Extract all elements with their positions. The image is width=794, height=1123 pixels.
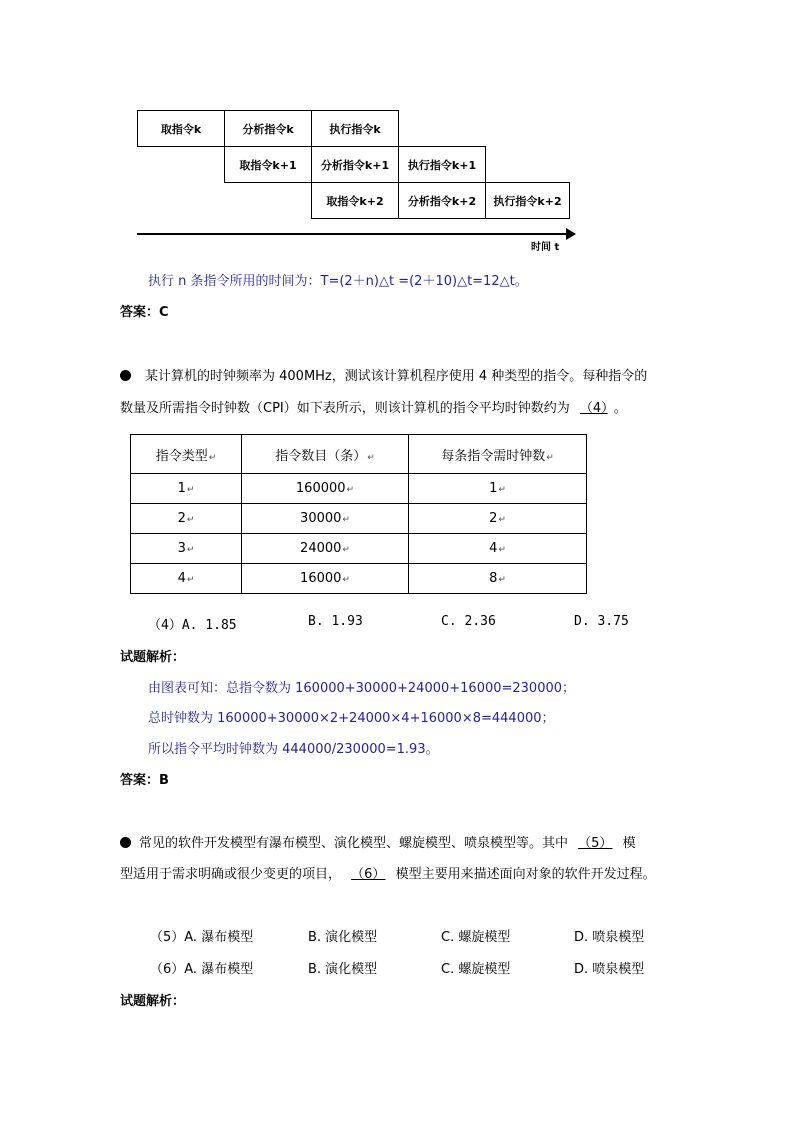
q4-question-end: 。 [613,401,627,416]
pipeline-box-execute-k1: 执行指令k+1 [398,146,486,183]
q5-analysis-label: 试题解析： [120,994,186,1009]
q5-question-text1b: 模 [622,836,636,851]
q5-question-line1 [120,832,636,851]
bullet-icon [120,837,131,848]
q6-option-a: （6）A. 瀑布模型 [150,962,254,977]
q5-question-line2 [120,863,656,882]
q5-option-d: D. 喷泉模型 [574,930,645,945]
pipeline-box-execute-k: 执行指令k [311,110,399,147]
table-cell: 2↵ [409,504,587,534]
table-cell: 3↵ [131,534,242,564]
q4-option-b: B. 1.93 [308,614,363,629]
table-header: 指令数目（条）↵ [242,435,409,474]
bullet-icon [120,370,131,381]
table-cell: 1↵ [131,474,242,504]
q5-option-a: （5）A. 瀑布模型 [150,930,254,945]
table-cell: 160000↵ [242,474,409,504]
q6-option-d: D. 喷泉模型 [574,962,645,977]
q4-option-d: D. 3.75 [574,614,629,629]
q4-blank: （4） [579,401,608,416]
q4-question-text1: 某计算机的时钟频率为 400MHz，测试该计算机程序使用 4 种类型的指令。每种指令的 [145,369,648,384]
time-axis-arrow-icon [566,228,576,240]
pipeline-box-execute-k2: 执行指令k+2 [485,182,570,219]
q6-option-b: B. 演化模型 [308,962,378,977]
table-cell: 1↵ [409,474,587,504]
pipeline-box-fetch-k: 取指令k [137,110,225,147]
table-cell: 4↵ [409,534,587,564]
q3-explanation: 执行 n 条指令所用的时间为：T=(2＋n)△t =(2＋10)△t=12△t。 [148,274,528,289]
q4-question-line2 [120,397,627,416]
q5-option-c: C. 螺旋模型 [441,930,511,945]
q4-analysis-label: 试题解析： [120,650,186,665]
time-axis-label: 时间 t [531,242,560,253]
q4-question-text2: 数量及所需指令时钟数（CPI）如下表所示，则该计算机的指令平均时钟数约为 [120,401,570,416]
q5-blank: （5） [578,836,613,851]
q6-option-c: C. 螺旋模型 [441,962,511,977]
q4-analysis-line: 由图表可知：总指令数为 160000+30000+24000+16000=230000； [148,681,576,696]
q4-analysis-line: 所以指令平均时钟数为 444000/230000=1.93。 [148,742,439,757]
q4-option-c: C. 2.36 [441,614,496,629]
table-cell: 8↵ [409,564,587,594]
table-header-row [131,435,587,474]
pipeline-box-decode-k1: 分析指令k+1 [311,146,399,183]
table-cell: 30000↵ [242,504,409,534]
table-row [131,534,587,564]
q5-question-text2b: 模型主要用来描述面向对象的软件开发过程。 [395,867,656,882]
table-header: 指令类型↵ [131,435,242,474]
table-row [131,504,587,534]
table-row [131,564,587,594]
q5-question-text2: 型适用于需求明确或很少变更的项目， [120,867,342,882]
pipeline-box-fetch-k2: 取指令k+2 [311,182,399,219]
q5-question-text1: 常见的软件开发模型有瀑布模型、演化模型、螺旋模型、喷泉模型等。其中 [139,836,569,851]
instruction-table [130,434,587,594]
q4-analysis-line: 总时钟数为 160000+30000×2+24000×4+16000×8=444000； [148,711,555,726]
table-row [131,474,587,504]
q5-option-b: B. 演化模型 [308,930,378,945]
table-cell: 2↵ [131,504,242,534]
pipeline-box-decode-k: 分析指令k [224,110,312,147]
q4-question-line1 [120,365,647,384]
pipeline-box-fetch-k1: 取指令k+1 [224,146,312,183]
q3-answer: 答案：C [120,305,169,320]
q4-option-a: （4）A. 1.85 [148,618,237,633]
q6-blank: （6） [351,867,386,882]
table-cell: 4↵ [131,564,242,594]
table-cell: 16000↵ [242,564,409,594]
table-header: 每条指令需时钟数↵ [409,435,587,474]
time-axis [137,233,569,235]
q4-answer: 答案：B [120,773,169,788]
pipeline-box-decode-k2: 分析指令k+2 [398,182,486,219]
table-cell: 24000↵ [242,534,409,564]
